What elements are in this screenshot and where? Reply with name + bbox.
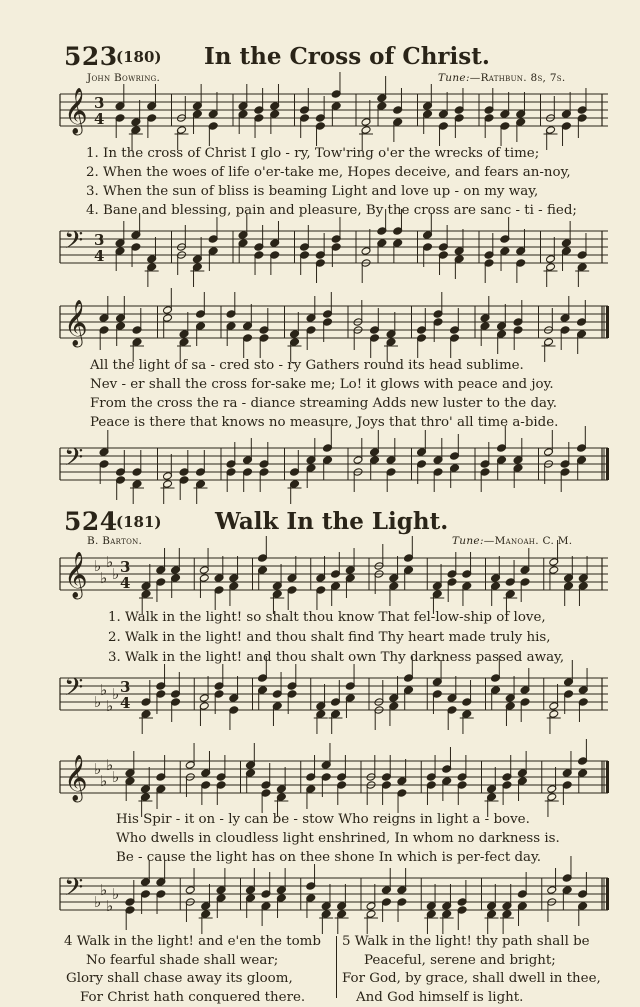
svg-text:♭: ♭ [100, 569, 107, 587]
svg-text:♭: ♭ [112, 885, 119, 903]
svg-text:♭: ♭ [94, 760, 101, 778]
lyric-line: 1. In the cross of Christ I glo - ry, Tow'ring o'er the wrecks of time; [86, 146, 539, 161]
svg-text:4: 4 [120, 574, 130, 592]
svg-text:𝄢: 𝄢 [64, 873, 83, 908]
svg-text:𝄢: 𝄢 [64, 673, 83, 708]
hymn-author: John Bowring. [87, 72, 160, 84]
stanza-line: And God himself is light. [342, 989, 608, 1007]
svg-text:𝄞: 𝄞 [64, 755, 88, 803]
stanza-number: 5 [342, 934, 351, 949]
hymn-alt-number: (180) [116, 48, 162, 66]
svg-text:♭: ♭ [94, 693, 101, 711]
svg-text:3: 3 [94, 94, 104, 112]
svg-text:4: 4 [94, 247, 104, 265]
svg-text:♭: ♭ [112, 685, 119, 703]
hymn-title: Walk In the Light. [215, 508, 448, 535]
lyric-line: Be - cause the light has on thee shone In which is per-fect day. [116, 850, 541, 865]
hymn-number: 524 [64, 507, 118, 536]
music-staff [60, 442, 608, 492]
svg-text:𝄞: 𝄞 [64, 300, 88, 348]
stanza-5 [342, 933, 608, 1007]
music-staff [60, 300, 608, 350]
svg-text:3: 3 [94, 231, 104, 249]
svg-text:♭: ♭ [106, 697, 113, 715]
music-staff [60, 225, 608, 275]
tune-info: Tune:—Rathbun. 8s, 7s. [438, 72, 566, 84]
svg-text:𝄞: 𝄞 [64, 88, 88, 136]
hymn-title: In the Cross of Christ. [204, 43, 490, 70]
svg-text:𝄞: 𝄞 [64, 552, 88, 600]
svg-text:♭: ♭ [94, 557, 101, 575]
stanza-number: 4 [64, 934, 73, 949]
lyric-line: Who dwells in cloudless light enshrined, In whom no darkness is. [116, 831, 560, 846]
svg-text:4: 4 [94, 110, 104, 128]
svg-text:𝄢: 𝄢 [64, 443, 83, 478]
stanza-line: Walk in the light! and e'en the tomb [77, 934, 321, 949]
stanza-divider [336, 936, 337, 998]
svg-text:♭: ♭ [106, 756, 113, 774]
lyric-line: 3. When the sun of bliss is beaming Light and love up - on my way, [86, 184, 538, 199]
hymn-author: B. Barton. [87, 535, 142, 547]
svg-text:3: 3 [120, 558, 130, 576]
stanza-4 [64, 933, 332, 1007]
lyric-line: From the cross the ra - diance streaming Adds new luster to the day. [90, 396, 557, 411]
hymn-number: 523 [64, 42, 118, 71]
lyric-line: 1. Walk in the light! so shalt thou know That fel-low-ship of love, [108, 610, 546, 625]
lyric-line: His Spir - it on - ly can be - stow Who reigns in light a - bove. [116, 812, 530, 827]
music-staff [60, 552, 608, 602]
svg-text:♭: ♭ [100, 881, 107, 899]
stanza-line: Peaceful, serene and bright; [342, 952, 608, 971]
svg-text:4: 4 [120, 694, 130, 712]
lyric-line: 3. Walk in the light! and thou shalt own Thy darkness passed away, [108, 650, 564, 665]
svg-text:3: 3 [120, 678, 130, 696]
stanza-line: No fearful shade shall wear; [64, 952, 332, 971]
svg-text:𝄢: 𝄢 [64, 226, 83, 261]
music-staff [60, 672, 608, 722]
music-staff [60, 755, 608, 805]
lyric-line: 4. Bane and blessing, pain and pleasure, By the cross are sanc - ti - fied; [86, 203, 577, 218]
svg-text:♭: ♭ [106, 897, 113, 915]
svg-text:♭: ♭ [100, 681, 107, 699]
svg-text:♭: ♭ [112, 565, 119, 583]
svg-text:♭: ♭ [106, 553, 113, 571]
svg-text:♭: ♭ [112, 768, 119, 786]
lyric-line: 2. When the woes of life o'er-take me, Hopes deceive, and fears an-noy, [86, 165, 571, 180]
svg-text:♭: ♭ [94, 893, 101, 911]
music-staff [60, 872, 608, 922]
music-staff [60, 88, 608, 138]
lyric-line: Peace is there that knows no measure, Joys that thro' all time a-bide. [90, 415, 558, 430]
stanza-line: For Christ hath conquered there. [64, 989, 332, 1007]
tune-info: Tune:—Manoah. C. M. [452, 535, 572, 547]
lyric-line: Nev - er shall the cross for-sake me; Lo! it glows with peace and joy. [90, 377, 554, 392]
lyric-line: 2. Walk in the light! and thou shalt find Thy heart made truly his, [108, 630, 551, 645]
svg-text:♭: ♭ [100, 772, 107, 790]
stanza-line: For God, by grace, shall dwell in thee, [342, 970, 608, 989]
stanza-line: Walk in the light! thy path shall be [355, 934, 590, 949]
stanza-line: Glory shall chase away its gloom, [64, 970, 332, 989]
lyric-line: All the light of sa - cred sto - ry Gathers round its head sublime. [90, 358, 524, 373]
hymn-alt-number: (181) [116, 513, 162, 531]
